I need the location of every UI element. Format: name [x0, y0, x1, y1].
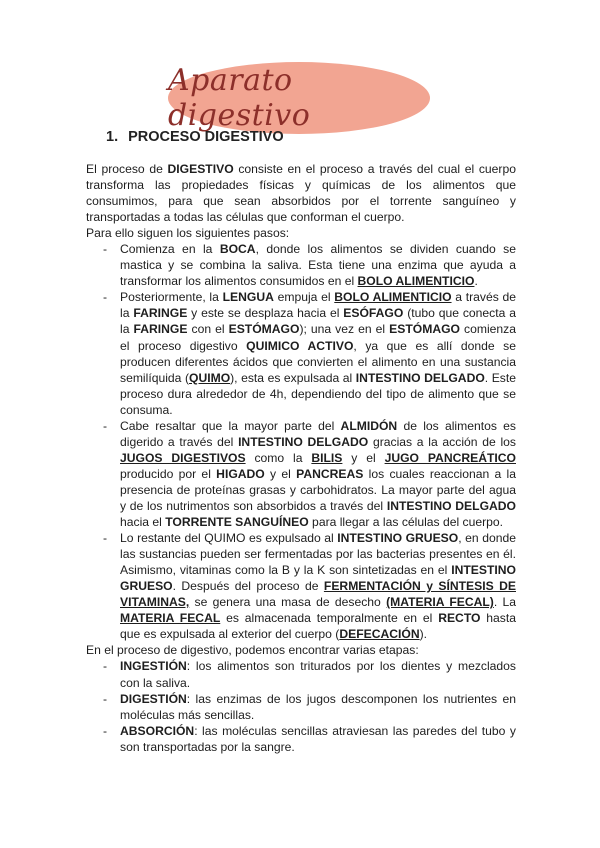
term: QUIMO — [189, 370, 231, 385]
list-item: - ABSORCIÓN: las moléculas sencillas atraviesan las paredes del tubo y son transportadas por la sangre. — [86, 723, 516, 755]
term: RECTO — [438, 611, 481, 626]
term: LENGUA — [222, 290, 274, 305]
stages-intro: En el proceso de digestivo, podemos encontrar varias etapas: — [86, 643, 419, 658]
term: JUGOS DIGESTIVOS — [120, 450, 246, 465]
term: BILIS — [311, 450, 343, 465]
term: PANCREAS — [296, 466, 364, 481]
term: (MATERIA FECAL) — [386, 595, 494, 610]
term: BOCA — [219, 242, 256, 257]
term: INTESTINO GRUESO — [120, 563, 516, 594]
term: TORRENTE SANGUÍNEO — [165, 515, 309, 530]
title-banner — [168, 62, 430, 134]
list-item: - Comienza en la BOCA, donde los alimentos se dividen cuando se mastica y se combina la saliva. Esta tiene una enzima que ayuda a transformar los alimentos consumidos en el BOLO ALIMENTICIO. — [86, 241, 516, 289]
term: FARINGE — [133, 306, 188, 321]
term: BOLO ALIMENTICIO — [357, 274, 475, 289]
term: QUIMICO ACTIVO — [246, 338, 354, 353]
intro-paragraph: El proceso de DIGESTIVO consiste en el proceso a través del cual el cuerpo transforma las propiedades físicas y químicas de los alimentos que consumimos, para que sean absorbidos por el torrente sanguíneo y transportadas a todas las células que conforman el cuerpo. — [86, 162, 516, 225]
term: ABSORCIÓN — [120, 723, 195, 738]
term: DEFECACIÓN — [339, 627, 420, 642]
term: ESTÓMAGO — [228, 322, 300, 337]
steps-intro: Para ello siguen los siguientes pasos: — [86, 226, 290, 241]
list-item: - INGESTIÓN: los alimentos son triturados por los dientes y mezclados con la saliva. — [86, 658, 516, 690]
stages-list — [86, 658, 516, 754]
term: DIGESTIVO — [167, 162, 234, 176]
term: FERMENTACIÓN y SÍNTESIS DE VITAMINAS, — [120, 579, 516, 610]
term: BOLO ALIMENTICIO — [334, 290, 452, 305]
page-title: Aparato digestivo — [168, 63, 311, 133]
term: FARINGE — [133, 322, 188, 337]
term: INTESTINO DELGADO — [386, 498, 516, 513]
section-number: 1. — [106, 129, 119, 145]
list-item: - DIGESTIÓN: las enzimas de los jugos descomponen los nutrientes en moléculas más sencillas. — [86, 691, 516, 723]
term: HIGADO — [216, 466, 265, 481]
steps-list — [86, 241, 516, 642]
document-body — [86, 161, 516, 755]
term: ESTÓMAGO — [389, 322, 460, 337]
section-title: PROCESO DIGESTIVO — [128, 129, 284, 145]
term: INGESTIÓN — [120, 659, 187, 674]
list-item: - Posteriormente, la LENGUA empuja el BOLO ALIMENTICIO a través de la FARINGE y este se desplaza hacia el ESÓFAGO (tubo que conecta a la FARINGE con el ESTÓMAGO); una vez en el ESTÓMAGO comienza el proceso digestivo QUIMICO ACTIVO, ya que es allí donde se producen diferentes ácidos que convierten el alimento en una sustancia semilíquida (QUIMO), esta es expulsada al INTESTINO DELGADO. Este proceso dura alrededor de 4h, dependiendo del tipo de alimento que se consuma. — [86, 289, 516, 417]
term: INTESTINO DELGADO — [355, 370, 485, 385]
term: INTESTINO DELGADO — [238, 434, 369, 449]
list-item: - Lo restante del QUIMO es expulsado al INTESTINO GRUESO, en donde las sustancias pueden ser fermentadas por las bacterias presentes en él. Asimismo, vitaminas como la B y la K son sintetizadas en el INTESTINO GRUESO. Después del proceso de FERMENTACIÓN y SÍNTESIS DE VITAMINAS, se genera una masa de desecho (MATERIA FECAL). La MATERIA FECAL es almacenada temporalmente en el RECTO hasta que es expulsada al exterior del cuerpo (DEFECACIÓN). — [86, 530, 516, 642]
term: ALMIDÓN — [340, 418, 398, 433]
term: JUGO PANCREÁTICO — [384, 450, 516, 465]
section-heading — [106, 129, 284, 145]
list-item: - Cabe resaltar que la mayor parte del ALMIDÓN de los alimentos es digerido a través del INTESTINO DELGADO gracias a la acción de los JUGOS DIGESTIVOS como la BILIS y el JUGO PANCREÁTICO producido por el HIGADO y el PANCREAS los cuales reaccionan a la presencia de proteínas grasas y carbohidratos. La mayor parte del agua y de los nutrimentos son absorbidos a través del INTESTINO DELGADO hacia el TORRENTE SANGUÍNEO para llegar a las células del cuerpo. — [86, 418, 516, 530]
term: DIGESTIÓN — [120, 691, 187, 706]
term: INTESTINO GRUESO — [337, 531, 459, 546]
term: ESÓFAGO — [343, 306, 404, 321]
term: MATERIA FECAL — [120, 611, 221, 626]
